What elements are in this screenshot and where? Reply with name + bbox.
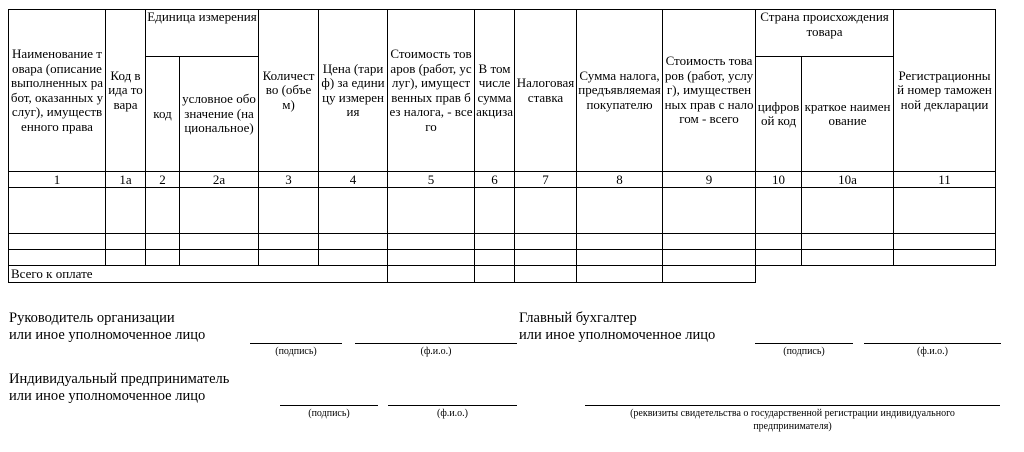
- entrepreneur-label-line1: Индивидуальный предприниматель: [9, 371, 230, 387]
- table-cell[interactable]: [475, 188, 515, 234]
- total-label: Всего к оплате: [9, 266, 388, 283]
- column-number: 1: [9, 172, 106, 188]
- table-cell[interactable]: [259, 234, 319, 250]
- header-tax-rate: Налоговая ставка: [515, 10, 577, 172]
- accountant-label-line1: Главный бухгалтер: [519, 310, 637, 326]
- table-cell[interactable]: [577, 234, 663, 250]
- column-number: 9: [663, 172, 756, 188]
- table-cell[interactable]: [756, 188, 802, 234]
- table-cell[interactable]: [515, 250, 577, 266]
- table-cell[interactable]: [146, 250, 180, 266]
- entrepreneur-name-caption: (ф.и.о.): [437, 408, 468, 419]
- table-cell[interactable]: [319, 234, 388, 250]
- table-cell[interactable]: [756, 250, 802, 266]
- table-cell[interactable]: [802, 188, 894, 234]
- head-name-line[interactable]: [355, 343, 517, 344]
- table-cell[interactable]: [146, 234, 180, 250]
- table-row: [9, 188, 996, 234]
- column-number: 8: [577, 172, 663, 188]
- table-cell[interactable]: [663, 234, 756, 250]
- head-signature-line[interactable]: [250, 343, 342, 344]
- total-tax-rate[interactable]: [515, 266, 577, 283]
- head-signature-caption: (подпись): [275, 346, 317, 357]
- header-customs: Регистрационный номер таможенной декларации: [894, 10, 996, 172]
- table-cell[interactable]: [9, 234, 106, 250]
- table-cell[interactable]: [319, 250, 388, 266]
- total-row: [9, 266, 996, 283]
- total-tax-amount[interactable]: [577, 266, 663, 283]
- column-number: 5: [388, 172, 475, 188]
- table-cell[interactable]: [475, 234, 515, 250]
- total-excise[interactable]: [475, 266, 515, 283]
- column-number: 6: [475, 172, 515, 188]
- column-number: 2: [146, 172, 180, 188]
- column-number: 2а: [180, 172, 259, 188]
- header-cost-no-tax: Стоимость товаров (работ, услуг), имущественных прав без налога, - всего: [388, 10, 475, 172]
- table-cell[interactable]: [180, 250, 259, 266]
- header-code: Код вида товара: [106, 10, 146, 172]
- table-cell[interactable]: [180, 234, 259, 250]
- header-unit: Единица измерения: [146, 10, 259, 57]
- column-number: 3: [259, 172, 319, 188]
- column-number: 7: [515, 172, 577, 188]
- table-cell[interactable]: [663, 250, 756, 266]
- column-number: 10: [756, 172, 802, 188]
- table-cell[interactable]: [106, 234, 146, 250]
- table-row: [9, 250, 996, 266]
- header-quantity: Количество (объем): [259, 10, 319, 172]
- table-cell[interactable]: [9, 250, 106, 266]
- header-name: Наименование товара (описание выполненных работ, оказанных услуг), имущественного права: [9, 10, 106, 172]
- table-cell[interactable]: [180, 188, 259, 234]
- total-empty: [756, 266, 996, 283]
- table-cell[interactable]: [146, 188, 180, 234]
- header-country-name: краткое наименование: [802, 57, 894, 172]
- accountant-signature-caption: (подпись): [783, 346, 825, 357]
- table-cell[interactable]: [894, 250, 996, 266]
- table-cell[interactable]: [259, 188, 319, 234]
- table-cell[interactable]: [577, 188, 663, 234]
- entrepreneur-requisites-caption-line1: (реквизиты свидетельства о государственной регистрации индивидуального: [630, 408, 955, 419]
- table-cell[interactable]: [475, 250, 515, 266]
- header-price: Цена (тариф) за единицу измерения: [319, 10, 388, 172]
- table-cell[interactable]: [802, 234, 894, 250]
- column-number: 10а: [802, 172, 894, 188]
- table-row: [9, 234, 996, 250]
- header-country: Страна происхождения товара: [756, 10, 894, 57]
- table-cell[interactable]: [319, 188, 388, 234]
- accountant-label-line2: или иное уполномоченное лицо: [519, 327, 716, 343]
- accountant-signature-line[interactable]: [755, 343, 853, 344]
- header-tax-amount: Сумма налога, предъявляемая покупателю: [577, 10, 663, 172]
- column-number: 4: [319, 172, 388, 188]
- head-label-line1: Руководитель организации: [9, 310, 175, 326]
- table-cell[interactable]: [515, 188, 577, 234]
- table-cell[interactable]: [894, 188, 996, 234]
- column-number: 1а: [106, 172, 146, 188]
- header-excise: В том числе сумма акциза: [475, 10, 515, 172]
- table-cell[interactable]: [106, 188, 146, 234]
- header-cost-with-tax: Стоимость товаров (работ, услуг), имущественных прав с налогом - всего: [663, 10, 756, 172]
- entrepreneur-requisites-caption-line2: предпринимателя): [753, 421, 832, 432]
- table-cell[interactable]: [388, 234, 475, 250]
- table-cell[interactable]: [388, 188, 475, 234]
- header-unit-symbol: условное обозначение (национальное): [180, 57, 259, 172]
- table-cell[interactable]: [106, 250, 146, 266]
- column-numbers-row: [9, 172, 996, 188]
- table-cell[interactable]: [894, 234, 996, 250]
- header-row-1: [9, 10, 996, 57]
- table-cell[interactable]: [515, 234, 577, 250]
- table-cell[interactable]: [259, 250, 319, 266]
- column-number: 11: [894, 172, 996, 188]
- accountant-name-caption: (ф.и.о.): [917, 346, 948, 357]
- header-unit-code: код: [146, 57, 180, 172]
- table-cell[interactable]: [9, 188, 106, 234]
- accountant-name-line[interactable]: [864, 343, 1001, 344]
- table-cell[interactable]: [388, 250, 475, 266]
- table-cell[interactable]: [663, 188, 756, 234]
- table-cell[interactable]: [577, 250, 663, 266]
- header-country-code: цифровой код: [756, 57, 802, 172]
- entrepreneur-signature-caption: (подпись): [308, 408, 350, 419]
- table-cell[interactable]: [802, 250, 894, 266]
- entrepreneur-label-line2: или иное уполномоченное лицо: [9, 388, 206, 404]
- entrepreneur-signature-line[interactable]: [280, 405, 378, 406]
- total-cost-with-tax[interactable]: [663, 266, 756, 283]
- table-cell[interactable]: [756, 234, 802, 250]
- entrepreneur-requisites-line[interactable]: [585, 405, 1000, 406]
- entrepreneur-name-line[interactable]: [388, 405, 517, 406]
- head-label-line2: или иное уполномоченное лицо: [9, 327, 206, 343]
- invoice-table: [8, 9, 996, 283]
- head-name-caption: (ф.и.о.): [420, 346, 452, 357]
- total-cost-no-tax[interactable]: [388, 266, 475, 283]
